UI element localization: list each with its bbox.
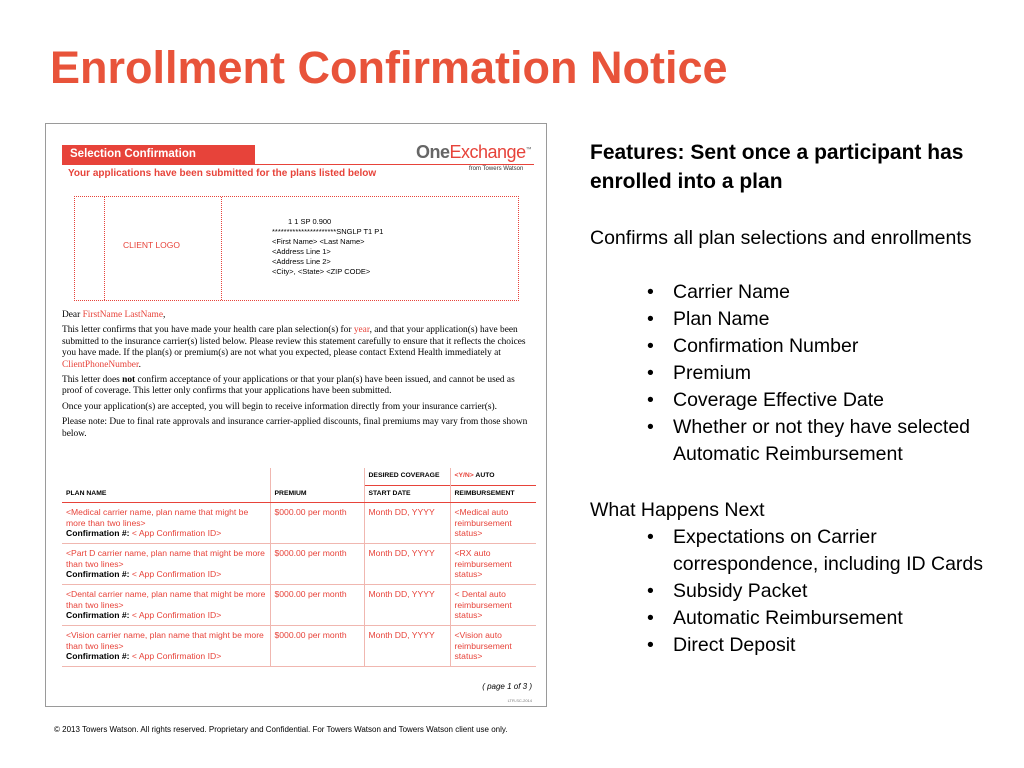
logo-tagline: from Towers Watson xyxy=(469,166,524,172)
next-steps-list xyxy=(641,524,991,659)
copyright-footer: © 2013 Towers Watson. All rights reserved. Proprietary and Confidential. For Towers Watson and Towers Watson client use only. xyxy=(54,725,508,734)
address-line: **********************SNGLP T1 P1 xyxy=(272,227,384,236)
address-divider xyxy=(104,197,105,300)
paragraph-text: , and that your application(s) have been submitted to the insurance carrier(s) listed below. Please review this statement carefully to ensure that it reflects the choices you have made. If the plan(s) or premium(s) are not what you expected, please contact Extend Health immediately at xyxy=(62,325,526,359)
auto-cell: <RX auto reimbursement status> xyxy=(450,544,536,585)
plan-cell xyxy=(62,626,270,667)
header-start-date xyxy=(364,468,450,503)
paragraph-text: This letter does xyxy=(62,375,123,386)
header-premium: PREMIUM xyxy=(270,468,364,503)
address-window xyxy=(74,196,519,301)
greeting-dear: Dear xyxy=(62,310,83,320)
paragraph-text: . xyxy=(138,359,141,370)
bullet-icon: • xyxy=(647,634,654,656)
logo-tm: ™ xyxy=(525,147,532,153)
header-start-date-label: START DATE xyxy=(368,489,411,497)
selection-confirmation-banner: Selection Confirmation xyxy=(62,145,255,164)
date-cell: Month DD, YYYY xyxy=(364,503,450,544)
list-item-text: Subsidy Packet xyxy=(673,580,808,602)
address-line: 1 1 SP 0.900 xyxy=(288,217,332,226)
recipient-name: FirstName LastName xyxy=(82,310,164,320)
address-line: <Address Line 2> xyxy=(272,257,331,266)
emphasis-not: not xyxy=(122,375,136,386)
letter-paragraph xyxy=(62,375,536,398)
logo-one: One xyxy=(416,142,450,162)
paragraph-text: This letter confirms that you have made your health care plan selection(s) for xyxy=(62,325,354,336)
confirmation-id: < App Confirmation ID> xyxy=(129,610,222,620)
greeting-comma: , xyxy=(163,310,166,320)
features-intro: Confirms all plan selections and enrollments xyxy=(590,227,972,249)
date-cell: Month DD, YYYY xyxy=(364,544,450,585)
greeting xyxy=(62,310,536,321)
plan-name: <Medical carrier name, plan name that might be more than two lines> xyxy=(66,507,249,528)
header-desired-coverage: DESIRED COVERAGE xyxy=(365,468,450,486)
plan-selection-table xyxy=(62,468,536,667)
confirmation-label: Confirmation #: xyxy=(66,569,130,579)
header-auto: AUTO xyxy=(473,472,495,479)
bullet-icon: • xyxy=(647,281,654,303)
table-row xyxy=(62,503,536,544)
list-item-text: Coverage Effective Date xyxy=(673,389,885,411)
letter-body xyxy=(62,310,536,444)
plan-cell xyxy=(62,503,270,544)
bullet-icon: • xyxy=(647,526,654,548)
logo-exchange: Exchange xyxy=(449,142,526,162)
plan-name: <Part D carrier name, plan name that might be more than two lines> xyxy=(66,548,265,569)
year-field: year xyxy=(353,325,370,336)
table-row xyxy=(62,585,536,626)
confirmation-label: Confirmation #: xyxy=(66,528,130,538)
date-cell: Month DD, YYYY xyxy=(364,626,450,667)
premium-cell: $000.00 per month xyxy=(270,503,364,544)
header-plan-name: PLAN NAME xyxy=(62,468,270,503)
header-auto-top xyxy=(451,468,537,486)
what-happens-next-heading: What Happens Next xyxy=(590,499,765,521)
list-item-text: Whether or not they have selected Automatic Reimbursement xyxy=(673,416,971,465)
page-indicator: ( page 1 of 3 ) xyxy=(482,682,532,691)
list-item-text: Automatic Reimbursement xyxy=(673,607,903,629)
mailing-address xyxy=(272,217,383,277)
address-line: <First Name> <Last Name> xyxy=(272,237,365,246)
list-item xyxy=(641,605,991,632)
confirmation-details-list xyxy=(641,279,991,468)
plan-name: <Vision carrier name, plan name that might be more than two lines> xyxy=(66,630,264,651)
header-yn: <Y/N> xyxy=(454,472,474,479)
address-line: <Address Line 1> xyxy=(272,247,331,256)
bullet-icon: • xyxy=(647,416,654,438)
confirmation-label: Confirmation #: xyxy=(66,651,130,661)
list-item xyxy=(641,632,991,659)
list-item xyxy=(641,387,991,414)
list-item-text: Direct Deposit xyxy=(673,634,796,656)
plan-name: <Dental carrier name, plan name that might be more than two lines> xyxy=(66,589,266,610)
premium-cell: $000.00 per month xyxy=(270,626,364,667)
table-header-row xyxy=(62,468,536,503)
submission-subtitle: Your applications have been submitted for the plans listed below xyxy=(68,168,377,179)
bullet-icon: • xyxy=(647,580,654,602)
list-item xyxy=(641,306,991,333)
header-reimbursement: REIMBURSEMENT xyxy=(454,489,515,497)
bullet-icon: • xyxy=(647,362,654,384)
list-item-text: Expectations on Carrier correspondence, including ID Cards xyxy=(673,526,984,575)
bullet-icon: • xyxy=(647,607,654,629)
address-divider xyxy=(221,197,222,300)
plan-cell xyxy=(62,544,270,585)
date-cell: Month DD, YYYY xyxy=(364,585,450,626)
form-code: LTR-SC-2014 xyxy=(507,698,532,703)
auto-cell: <Vision auto reimbursement status> xyxy=(450,626,536,667)
letter-paragraph: Please note: Due to final rate approvals and insurance carrier-applied discounts, final premiums may vary from those shown below. xyxy=(62,417,528,439)
list-item xyxy=(641,279,991,306)
bullet-icon: • xyxy=(647,389,654,411)
confirmation-letter-preview xyxy=(45,123,547,707)
header-auto-reimbursement xyxy=(450,468,536,503)
banner-rule xyxy=(62,164,534,165)
oneexchange-logo xyxy=(416,142,531,163)
features-heading: Features: Sent once a participant has enrolled into a plan xyxy=(590,141,964,193)
letter-paragraph xyxy=(62,325,536,371)
client-logo-placeholder: CLIENT LOGO xyxy=(123,240,180,250)
list-item xyxy=(641,578,991,605)
premium-cell: $000.00 per month xyxy=(270,544,364,585)
paragraph-text: confirm acceptance of your applications or that your plan(s) have been issued, and cannot be used as proof of coverage. This letter only confirms that your applications have been submitted. xyxy=(62,375,515,397)
bullet-icon: • xyxy=(647,308,654,330)
table-row xyxy=(62,626,536,667)
list-item xyxy=(641,524,991,578)
list-item-text: Confirmation Number xyxy=(673,335,859,357)
list-item xyxy=(641,414,991,468)
confirmation-label: Confirmation #: xyxy=(66,610,130,620)
plan-cell xyxy=(62,585,270,626)
table-row xyxy=(62,544,536,585)
auto-cell: < Dental auto reimbursement status> xyxy=(450,585,536,626)
slide-title: Enrollment Confirmation Notice xyxy=(50,42,728,93)
confirmation-id: < App Confirmation ID> xyxy=(129,569,222,579)
confirmation-id: < App Confirmation ID> xyxy=(129,528,222,538)
list-item-text: Premium xyxy=(673,362,752,384)
list-item-text: Carrier Name xyxy=(673,281,791,303)
list-item xyxy=(641,360,991,387)
address-line: <City>, <State> <ZIP CODE> xyxy=(272,267,371,276)
premium-cell: $000.00 per month xyxy=(270,585,364,626)
list-item xyxy=(641,333,991,360)
phone-field: ClientPhoneNumber xyxy=(62,359,139,370)
bullet-icon: • xyxy=(647,335,654,357)
confirmation-id: < App Confirmation ID> xyxy=(129,651,222,661)
auto-cell: <Medical auto reimbursement status> xyxy=(450,503,536,544)
list-item-text: Plan Name xyxy=(673,308,770,330)
letter-paragraph: Once your application(s) are accepted, you will begin to receive information directly from your insurance carrier(s). xyxy=(62,401,497,412)
